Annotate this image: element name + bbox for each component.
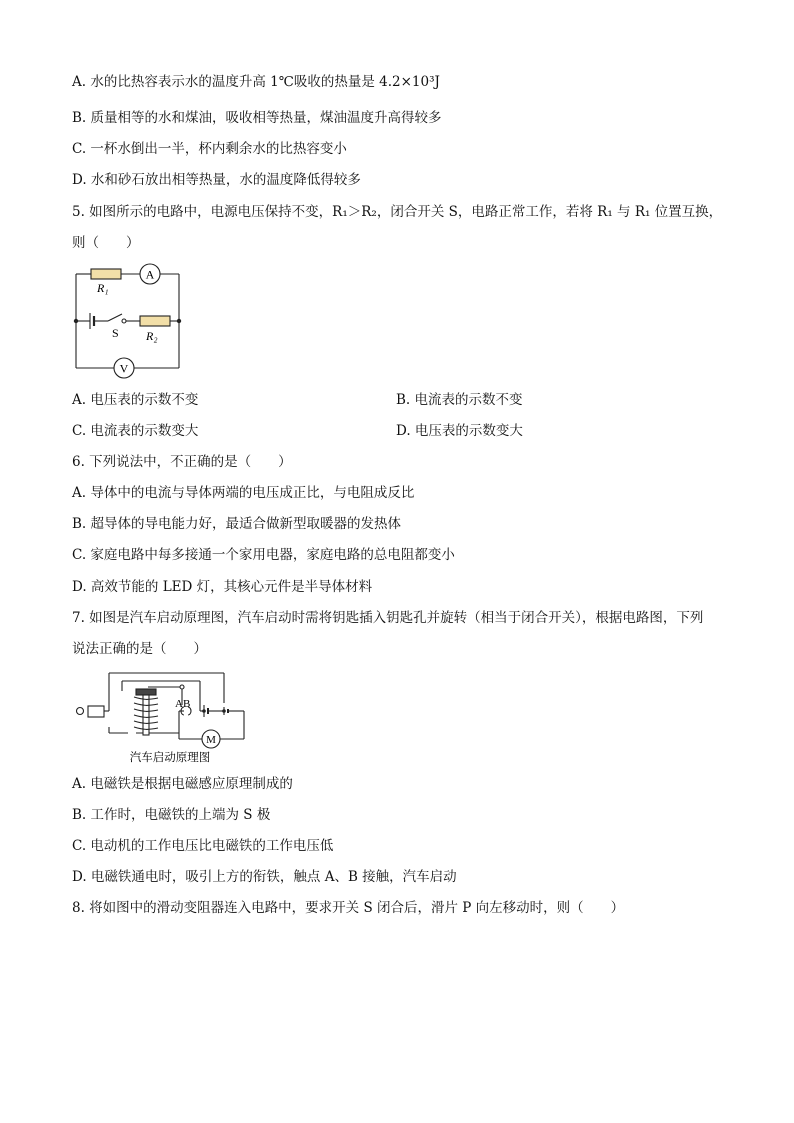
- q5-option-d: D. 电压表的示数变大: [396, 423, 523, 439]
- q7-stem-line-2: 说法正确的是（ ）: [72, 641, 207, 657]
- q6-option-d: D. 高效节能的 LED 灯，其核心元件是半导体材料: [72, 579, 373, 595]
- q5-stem-line-2: 则（ ）: [72, 235, 140, 251]
- r2-label: R₂: [146, 329, 158, 343]
- q4-option-c: C. 一杯水倒出一半，杯内剩余水的比热容变小: [72, 141, 347, 157]
- q6-option-a: A. 导体中的电流与导体两端的电压成正比，与电阻成反比: [72, 485, 415, 501]
- contact-ab-label: AB: [175, 698, 191, 710]
- q6-stem: 6. 下列说法中，不正确的是（ ）: [72, 454, 292, 470]
- q7-option-a: A. 电磁铁是根据电磁感应原理制成的: [72, 776, 293, 792]
- q7-stem-line-1: 7. 如图是汽车启动原理图，汽车启动时需将钥匙插入钥匙孔并旋转（相当于闭合开关），根据电路图，下列: [72, 610, 704, 626]
- q7-option-b: B. 工作时，电磁铁的上端为 S 极: [72, 807, 271, 823]
- q4-option-a: A. 水的比热容表示水的温度升高 1℃吸收的热量是 4.2×10³J: [72, 74, 440, 90]
- q5-option-a: A. 电压表的示数不变: [72, 392, 199, 408]
- q5-stem-line-1: 5. 如图所示的电路中，电源电压保持不变，R₁＞R₂，闭合开关 S，电路正常工作，若将 R₁ 与 R₁ 位置互换，: [72, 204, 723, 220]
- q7-starter-diagram: [72, 667, 254, 767]
- motor-label: M: [206, 734, 216, 746]
- q5-option-b: B. 电流表的示数不变: [396, 392, 523, 408]
- q5-circuit-diagram: [66, 258, 190, 384]
- ammeter-label: A: [145, 267, 155, 282]
- q7-option-c: C. 电动机的工作电压比电磁铁的工作电压低: [72, 838, 334, 854]
- q5-option-c: C. 电流表的示数变大: [72, 423, 199, 439]
- voltmeter-label: V: [119, 361, 129, 376]
- figure-caption: 汽车启动原理图: [129, 750, 211, 764]
- q7-option-d: D. 电磁铁通电时，吸引上方的衔铁，触点 A、B 接触，汽车启动: [72, 869, 457, 885]
- q4-option-d: D. 水和砂石放出相等热量，水的温度降低得较多: [72, 172, 361, 188]
- q6-option-c: C. 家庭电路中每多接通一个家用电器，家庭电路的总电阻都变小: [72, 547, 455, 563]
- r1-label: R₁: [97, 281, 109, 295]
- q6-option-b: B. 超导体的导电能力好，最适合做新型取暖器的发热体: [72, 516, 402, 532]
- q8-stem: 8. 将如图中的滑动变阻器连入电路中，要求开关 S 闭合后，滑片 P 向左移动时，则（ ）: [72, 900, 625, 916]
- switch-label: S: [112, 326, 119, 340]
- q4-option-b: B. 质量相等的水和煤油，吸收相等热量，煤油温度升高得较多: [72, 110, 442, 126]
